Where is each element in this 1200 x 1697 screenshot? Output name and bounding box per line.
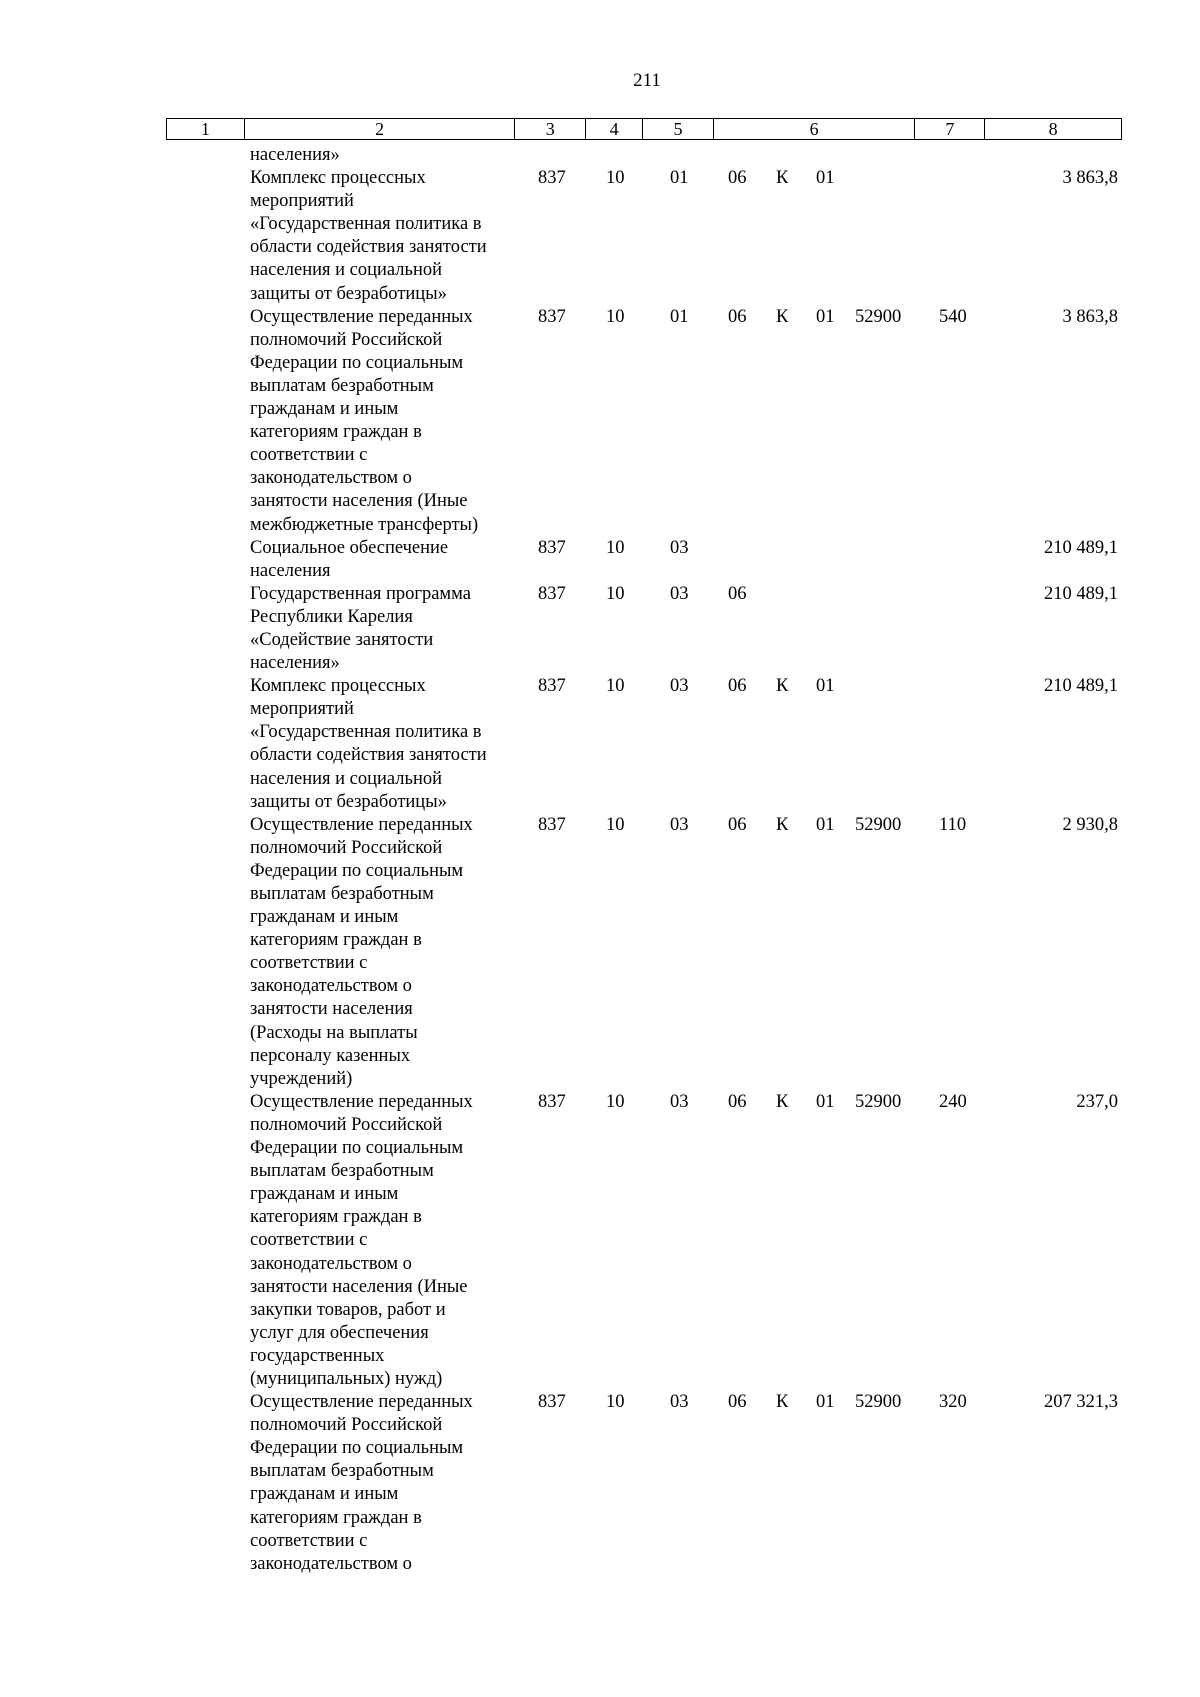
subsection-cell: 03 xyxy=(670,583,689,604)
table-row xyxy=(0,144,1200,167)
header-col-7: 7 xyxy=(915,119,985,139)
program-direction-cell: 52900 xyxy=(855,814,902,835)
program-sub-cell: 01 xyxy=(816,306,835,327)
section-cell: 10 xyxy=(606,1392,625,1413)
table-row xyxy=(0,583,1200,675)
amount-cell: 210 489,1 xyxy=(1044,676,1118,697)
expense-type-cell: 540 xyxy=(939,306,967,327)
row-name-cell: Осуществление переданных полномочий Российской Федерации по социальным выплатам безработным гражданам и иным категориям граждан в соответствии с законодательством о занятости населения (Иные межбюджетные трансферты) xyxy=(250,306,479,535)
header-col-6: 6 xyxy=(714,119,916,139)
budget-code-cell: 837 xyxy=(538,583,566,604)
table-row xyxy=(0,306,1200,537)
header-col-4: 4 xyxy=(586,119,643,139)
budget-code-cell: 837 xyxy=(538,168,566,189)
subsection-cell: 03 xyxy=(670,814,689,835)
section-cell: 10 xyxy=(606,168,625,189)
section-cell: 10 xyxy=(606,814,625,835)
section-cell: 10 xyxy=(606,583,625,604)
program-letter-cell: К xyxy=(776,814,789,835)
amount-cell: 210 489,1 xyxy=(1044,583,1118,604)
table-row xyxy=(0,1091,1200,1391)
program-code-cell: 06 xyxy=(728,583,747,604)
page-number: 211 xyxy=(633,70,661,91)
table-row xyxy=(0,537,1200,583)
subsection-cell: 03 xyxy=(670,676,689,697)
program-letter-cell: К xyxy=(776,676,789,697)
subsection-cell: 03 xyxy=(670,1392,689,1413)
subsection-cell: 03 xyxy=(670,1091,689,1112)
budget-code-cell: 837 xyxy=(538,306,566,327)
program-sub-cell: 01 xyxy=(816,814,835,835)
program-sub-cell: 01 xyxy=(816,168,835,189)
program-letter-cell: К xyxy=(776,1091,789,1112)
program-direction-cell: 52900 xyxy=(855,1091,902,1112)
table-row xyxy=(0,675,1200,814)
row-name-cell: населения» xyxy=(250,145,340,165)
expense-type-cell: 110 xyxy=(939,814,967,835)
expense-type-cell: 240 xyxy=(939,1091,967,1112)
amount-cell: 207 321,3 xyxy=(1044,1392,1118,1413)
program-letter-cell: К xyxy=(776,306,789,327)
amount-cell: 3 863,8 xyxy=(1062,168,1118,189)
program-code-cell: 06 xyxy=(728,814,747,835)
program-code-cell: 06 xyxy=(728,1091,747,1112)
program-direction-cell: 52900 xyxy=(855,306,902,327)
header-col-5: 5 xyxy=(643,119,714,139)
amount-cell: 210 489,1 xyxy=(1044,537,1118,558)
table-row xyxy=(0,167,1200,306)
section-cell: 10 xyxy=(606,537,625,558)
budget-code-cell: 837 xyxy=(538,676,566,697)
header-col-8: 8 xyxy=(1048,119,1058,139)
section-cell: 10 xyxy=(606,306,625,327)
expense-type-cell: 320 xyxy=(939,1392,967,1413)
program-letter-cell: К xyxy=(776,1392,789,1413)
program-code-cell: 06 xyxy=(728,676,747,697)
section-cell: 10 xyxy=(606,676,625,697)
table-row xyxy=(0,1391,1200,1576)
budget-code-cell: 837 xyxy=(538,814,566,835)
table-body xyxy=(0,144,1200,1576)
row-name-cell: Социальное обеспечение населения xyxy=(250,537,449,581)
program-letter-cell: К xyxy=(776,168,789,189)
program-code-cell: 06 xyxy=(728,306,747,327)
section-cell: 10 xyxy=(606,1091,625,1112)
budget-code-cell: 837 xyxy=(538,537,566,558)
budget-code-cell: 837 xyxy=(538,1091,566,1112)
header-col-3: 3 xyxy=(515,119,586,139)
program-sub-cell: 01 xyxy=(816,1392,835,1413)
program-code-cell: 06 xyxy=(728,168,747,189)
row-name-cell: Комплекс процессных мероприятий «Государственная политика в области содействия занятости населения и социальной защиты от безработицы» xyxy=(250,168,487,304)
amount-cell: 3 863,8 xyxy=(1062,306,1118,327)
table-header xyxy=(166,118,1122,140)
row-name-cell: Комплекс процессных мероприятий «Государственная политика в области содействия занятости населения и социальной защиты от безработицы» xyxy=(250,676,487,812)
row-name-cell: Осуществление переданных полномочий Российской Федерации по социальным выплатам безработным гражданам и иным категориям граждан в соответствии с законодательством о занятости населения (Расходы на выплаты персоналу казенных учреждений) xyxy=(250,814,473,1089)
subsection-cell: 01 xyxy=(670,306,689,327)
row-name-cell: Осуществление переданных полномочий Российской Федерации по социальным выплатам безработным гражданам и иным категориям граждан в соответствии с законодательством о xyxy=(250,1392,473,1574)
subsection-cell: 03 xyxy=(670,537,689,558)
row-name-cell: Государственная программа Республики Карелия «Содействие занятости населения» xyxy=(250,583,471,674)
program-direction-cell: 52900 xyxy=(855,1392,902,1413)
header-col-2: 2 xyxy=(245,119,515,139)
program-code-cell: 06 xyxy=(728,1392,747,1413)
program-sub-cell: 01 xyxy=(816,676,835,697)
header-col-1: 1 xyxy=(167,119,245,139)
table-row xyxy=(0,814,1200,1091)
amount-cell: 237,0 xyxy=(1076,1091,1118,1112)
subsection-cell: 01 xyxy=(670,168,689,189)
program-sub-cell: 01 xyxy=(816,1091,835,1112)
budget-code-cell: 837 xyxy=(538,1392,566,1413)
row-name-cell: Осуществление переданных полномочий Российской Федерации по социальным выплатам безработным гражданам и иным категориям граждан в соответствии с законодательством о занятости населения (Иные закупки товаров, работ и услуг для обеспечения государственных (муниципальных) нужд) xyxy=(250,1091,473,1389)
amount-cell: 2 930,8 xyxy=(1062,814,1118,835)
